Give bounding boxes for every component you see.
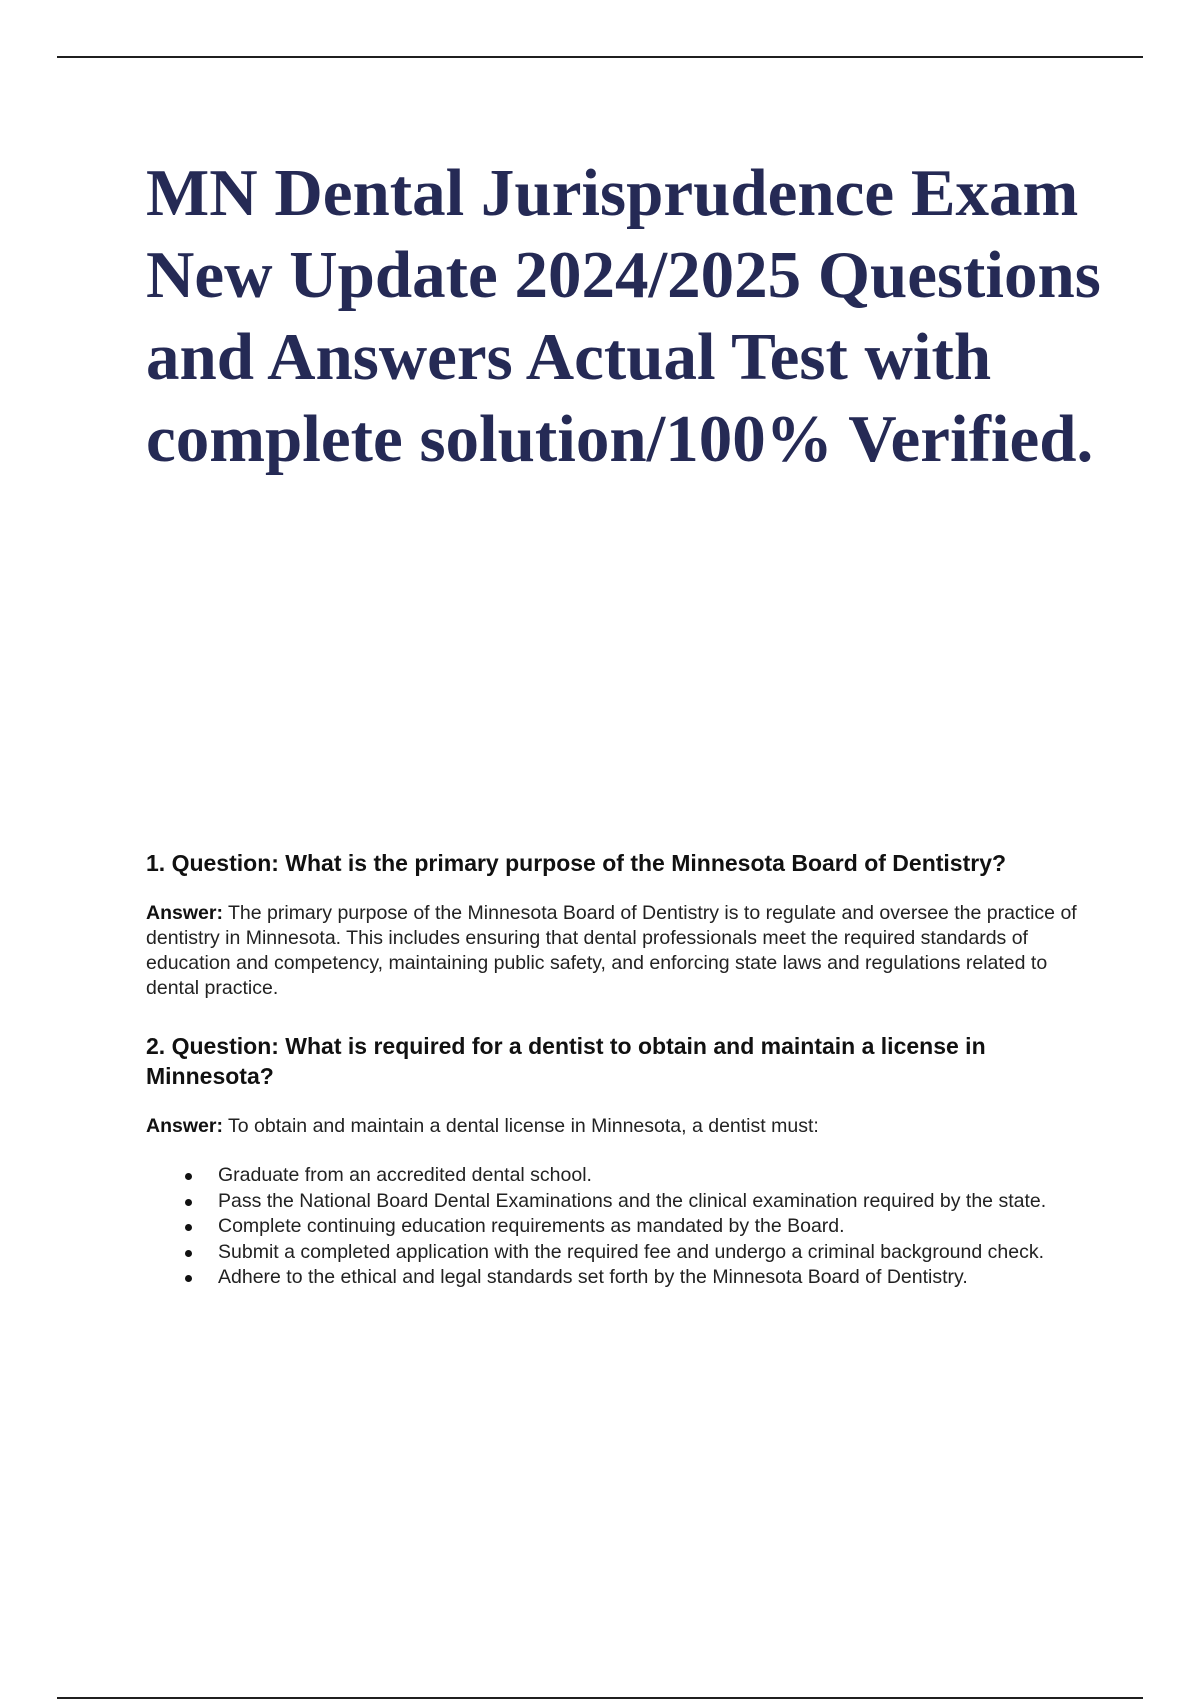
bullet-dot-icon: [185, 1173, 192, 1180]
list-item: [218, 1189, 1091, 1215]
list-item-text: Adhere to the ethical and legal standards set forth by the Minnesota Board of Dentistry.: [218, 1266, 968, 1288]
answer-2-text: To obtain and maintain a dental license in Minnesota, a dentist must:: [222, 1115, 819, 1137]
bottom-divider: [57, 1697, 1143, 1699]
qa-section: [146, 848, 1091, 1291]
qa-item-2: [146, 1031, 1091, 1291]
list-item-text: Graduate from an accredited dental school.: [218, 1164, 592, 1186]
answer-1-label: Answer:: [146, 902, 223, 924]
bullet-dot-icon: [185, 1250, 192, 1257]
question-1: 1. Question: What is the primary purpose of the Minnesota Board of Dentistry?: [146, 850, 1007, 876]
top-divider: [57, 56, 1143, 58]
answer-2-label: Answer:: [146, 1115, 223, 1137]
bullet-dot-icon: [185, 1275, 192, 1282]
list-item: [218, 1265, 1091, 1291]
list-item: [218, 1163, 1091, 1189]
answer-1: [146, 901, 1091, 1001]
list-item: [218, 1240, 1091, 1266]
list-item-text: Pass the National Board Dental Examinations and the clinical examination required by the state.: [218, 1189, 1047, 1212]
qa-item-1: [146, 848, 1091, 1001]
answer-2: [146, 1114, 1091, 1139]
list-item-text: Submit a completed application with the required fee and undergo a criminal background check.: [218, 1240, 1044, 1263]
bullet-dot-icon: [185, 1199, 192, 1206]
answer-1-text: The primary purpose of the Minnesota Board of Dentistry is to regulate and oversee the practice of dentistry in Minnesota. This includes ensuring that dental professionals meet the required standards of education and competency, maintaining public safety, and enforcing state laws and regulations related to dental practice.: [146, 902, 1077, 999]
bullet-dot-icon: [185, 1224, 192, 1231]
list-item: [218, 1214, 1091, 1240]
requirements-list: [146, 1163, 1091, 1291]
list-item-text: Complete continuing education requirements as mandated by the Board.: [218, 1215, 845, 1237]
document-title: MN Dental Jurisprudence Exam New Update 2024/2025 Questions and Answers Actual Test with complete solution/100% Verified.: [146, 156, 1101, 476]
question-2: 2. Question: What is required for a dentist to obtain and maintain a license in Minnesota?: [146, 1033, 986, 1089]
